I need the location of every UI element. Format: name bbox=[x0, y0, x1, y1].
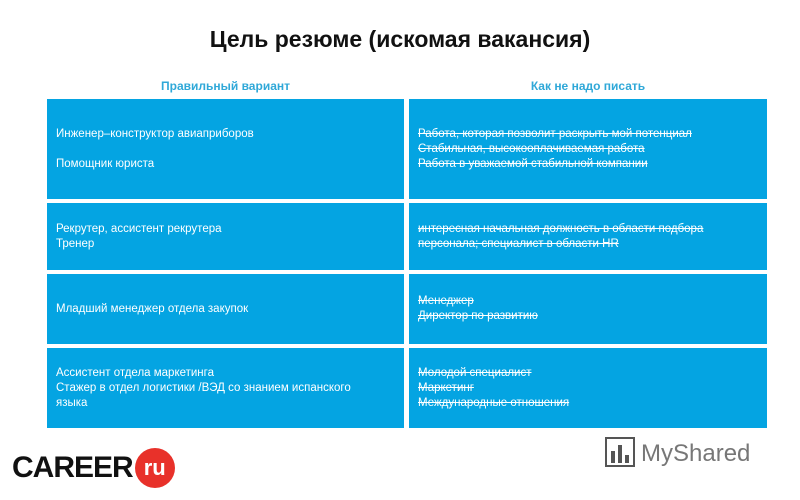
cell-line: Стабильная, высокооплачиваемая работа bbox=[418, 142, 645, 155]
wrong-cell bbox=[409, 274, 767, 344]
cell-line: Стажер в отдел логистики /ВЭД со знанием испанского bbox=[56, 381, 351, 394]
cell-line: Ассистент отдела маркетинга bbox=[56, 366, 214, 379]
page-title: Цель резюме (искомая вакансия) bbox=[209, 26, 591, 52]
career-ru-logo bbox=[12, 448, 175, 488]
cell-line: Молодой специалист bbox=[418, 366, 532, 379]
correct-cell bbox=[47, 203, 404, 270]
cell-line: Инженер–конструктор авиаприборов bbox=[56, 127, 254, 140]
cell-line: Помощник юриста bbox=[56, 157, 155, 170]
cell-line: языка bbox=[56, 396, 88, 409]
career-logo-badge: ru bbox=[135, 448, 175, 488]
cell-line: Младший менеджер отдела закупок bbox=[56, 302, 249, 315]
cell-line: Маркетинг bbox=[418, 381, 474, 394]
myshared-logo-word: MyShared bbox=[641, 440, 751, 467]
myshared-logo bbox=[605, 438, 750, 470]
wrong-cell bbox=[409, 203, 767, 270]
correct-cell bbox=[47, 274, 404, 344]
comparison-table bbox=[47, 99, 767, 430]
bar-chart-icon bbox=[605, 437, 635, 472]
wrong-cell bbox=[409, 348, 767, 428]
cell-line: персонала; специалист в области HR bbox=[418, 237, 619, 250]
cell-line: Рекрутер, ассистент рекрутера bbox=[56, 222, 222, 235]
cell-line: Работа, которая позволит раскрыть мой потенциал bbox=[418, 127, 692, 140]
career-logo-word: CAREER bbox=[12, 451, 133, 484]
cell-line: Директор по развитию bbox=[418, 310, 538, 322]
column-header-wrong: Как не надо писать bbox=[530, 79, 646, 93]
wrong-cell bbox=[409, 99, 767, 199]
cell-line: Тренер bbox=[56, 237, 95, 250]
cell-line: Международные отношения bbox=[418, 396, 570, 409]
correct-cell bbox=[47, 348, 404, 428]
column-header-correct: Правильный вариант bbox=[161, 79, 290, 93]
cell-line: интересная начальная должность в области подбора bbox=[418, 222, 704, 235]
cell-line: Менеджер bbox=[418, 295, 474, 307]
correct-cell bbox=[47, 99, 404, 199]
cell-line: Работа в уважаемой стабильной компании bbox=[418, 157, 648, 170]
